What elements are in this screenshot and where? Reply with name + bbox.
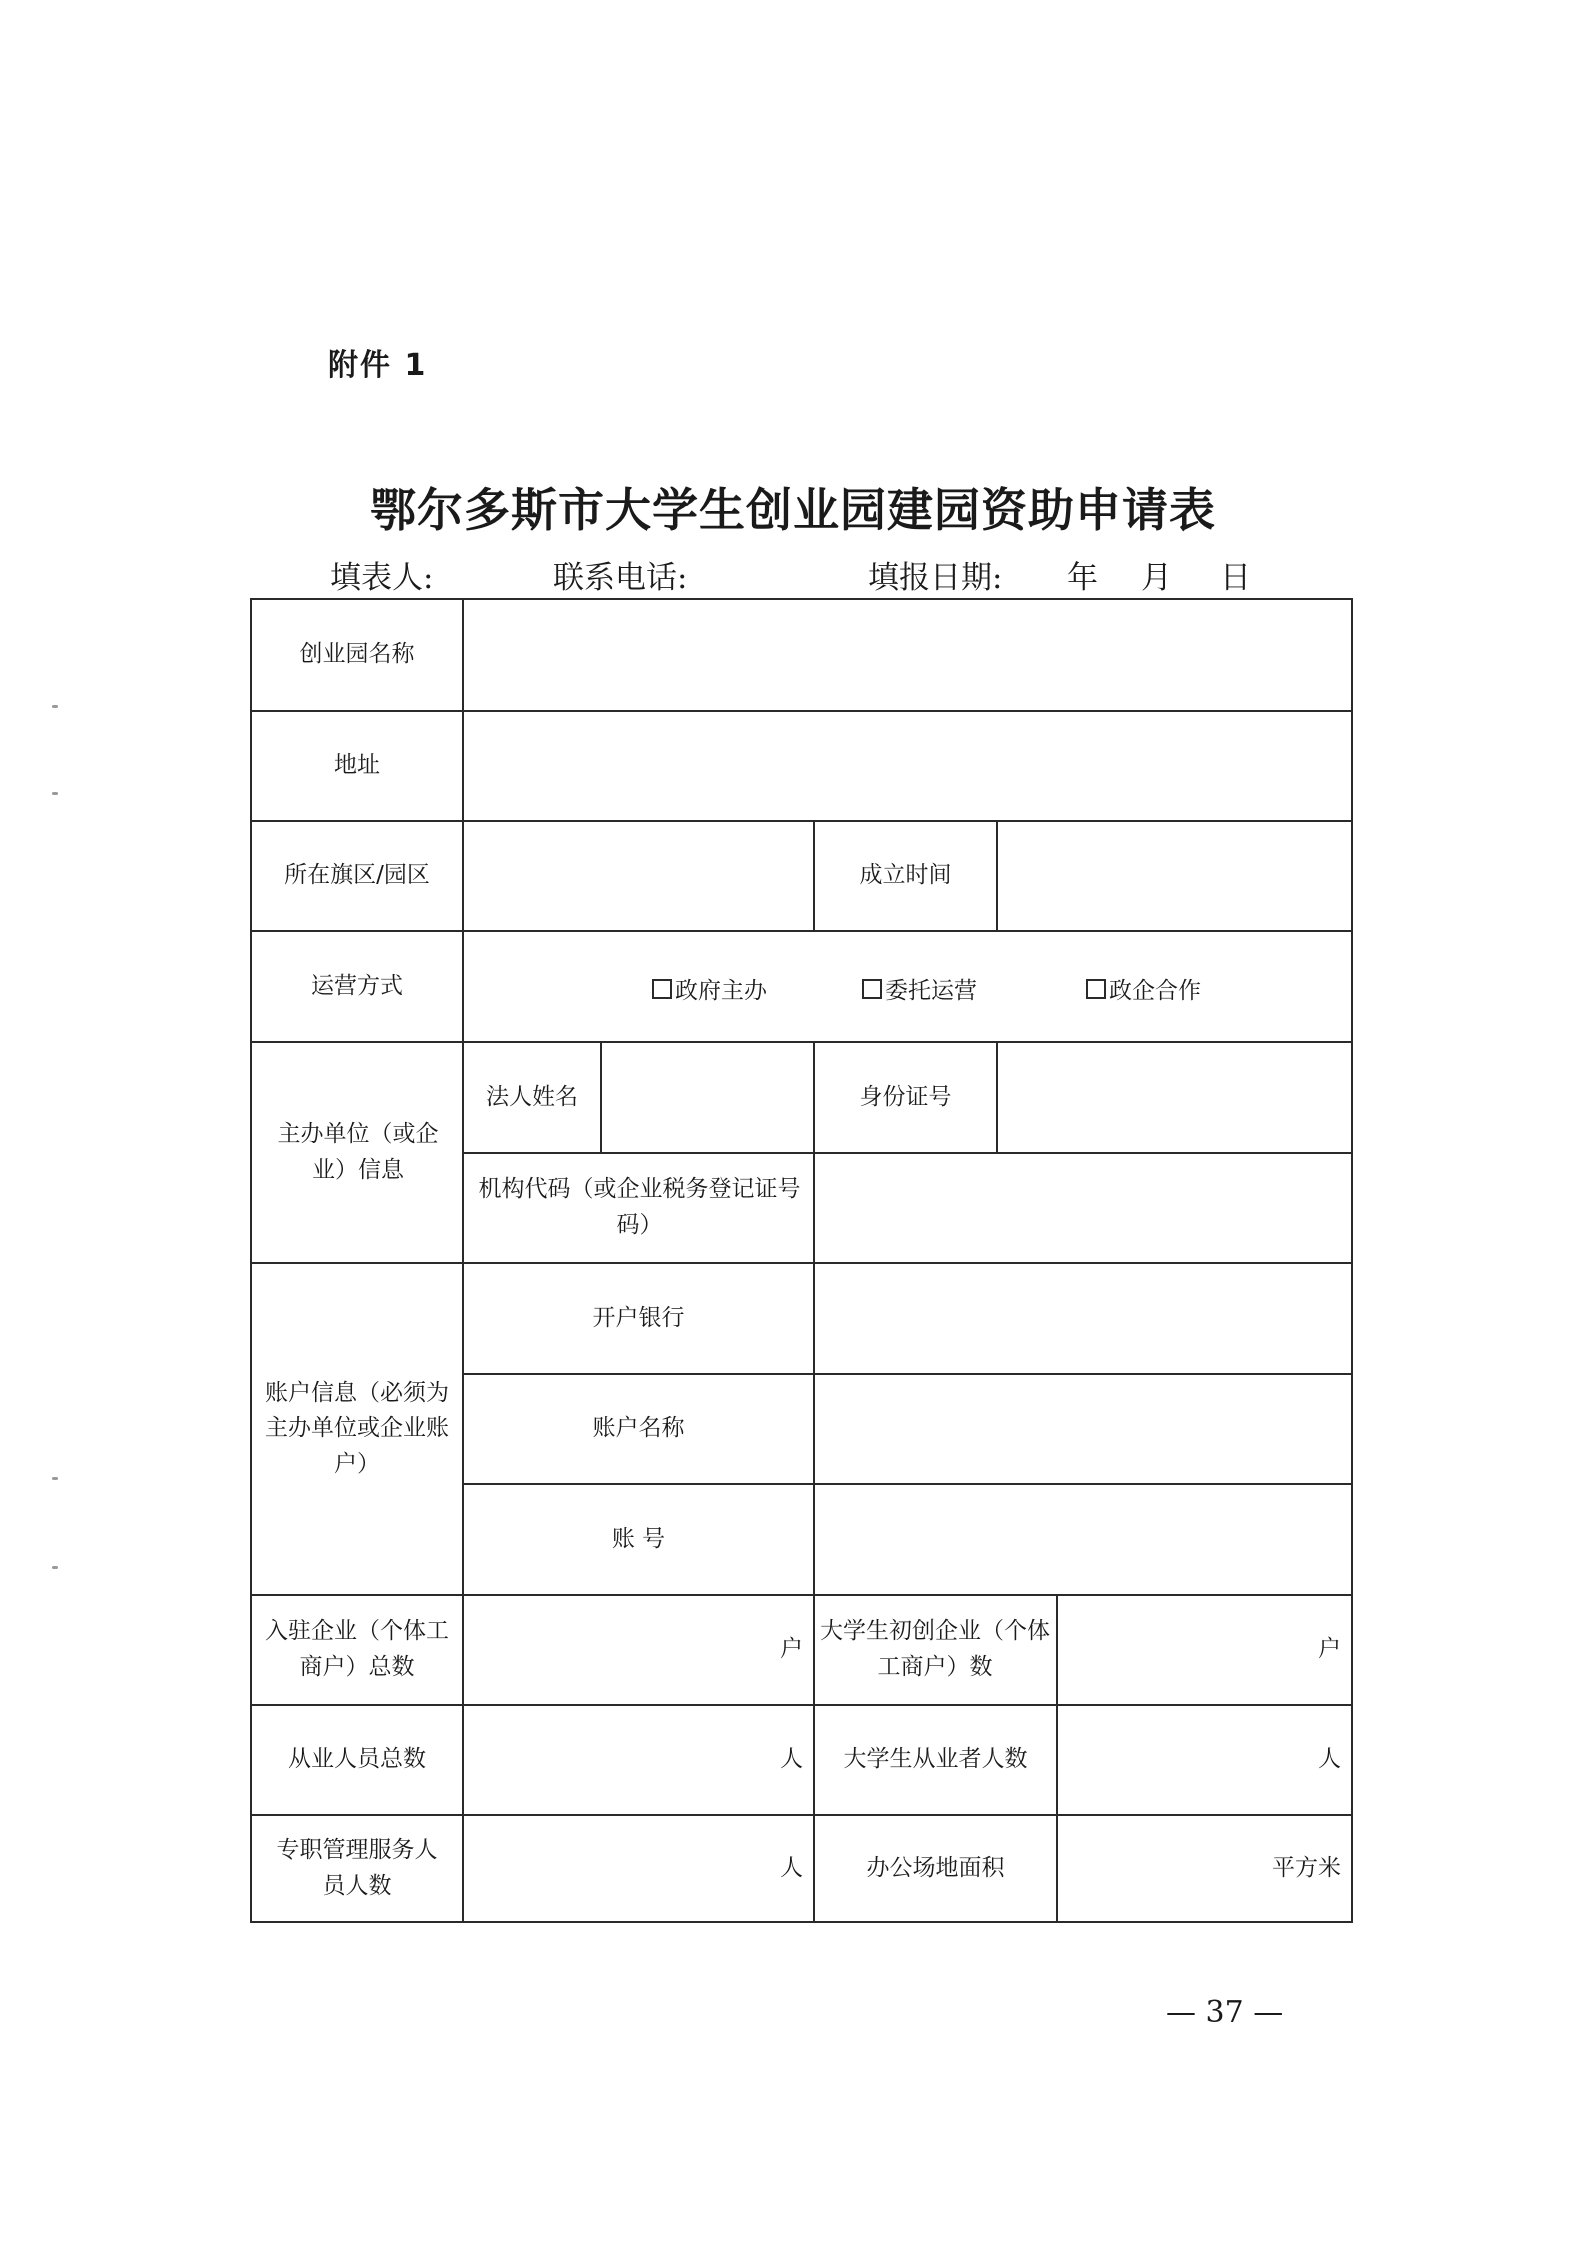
unit-label: 户 [780, 1636, 803, 1663]
scan-mark [52, 705, 58, 708]
address-label: 地址 [334, 752, 380, 779]
option-entrusted[interactable] [862, 972, 977, 1005]
scan-mark [52, 1566, 58, 1569]
bank-field[interactable] [815, 1264, 1351, 1373]
office-area-field[interactable] [1058, 1816, 1351, 1921]
org-code-label: 机构代码（或企业税务登记证号码） [478, 1176, 801, 1238]
resident-total-label: 入驻企业（个体工商户）总数 [265, 1618, 449, 1680]
unit-label: 人 [1318, 1746, 1341, 1773]
option-government-run[interactable] [652, 972, 767, 1005]
office-area-label: 办公场地面积 [866, 1854, 1005, 1881]
checkbox-icon [1086, 979, 1106, 999]
account-number-field[interactable] [815, 1485, 1351, 1594]
resident-total-field[interactable] [464, 1596, 813, 1704]
account-number-label: 账 号 [611, 1525, 666, 1552]
grad-startups-field[interactable] [1058, 1596, 1351, 1704]
filler-label: 填表人: [330, 560, 434, 596]
unit-label: 人 [780, 1854, 803, 1881]
legal-rep-field[interactable] [602, 1043, 813, 1152]
bank-label: 开户银行 [592, 1304, 685, 1331]
id-number-field[interactable] [998, 1043, 1351, 1152]
unit-label: 平方米 [1272, 1854, 1341, 1881]
table-border-right [1351, 598, 1353, 1923]
legal-rep-label: 法人姓名 [486, 1083, 578, 1110]
park-name-label: 创业园名称 [299, 641, 415, 668]
attachment-label: 附件 1 [328, 348, 428, 383]
date-label: 填报日期: [868, 560, 1003, 596]
option-government-enterprise[interactable] [1086, 972, 1201, 1005]
grad-employees-label: 大学生从业者人数 [843, 1746, 1028, 1773]
district-field[interactable] [464, 822, 813, 930]
date-day-label: 日 [1220, 560, 1251, 596]
founded-label: 成立时间 [859, 862, 952, 889]
checkbox-icon [862, 979, 882, 999]
park-name-field[interactable] [464, 600, 1351, 710]
checkbox-icon [652, 979, 672, 999]
table-border-bottom [250, 1921, 1353, 1923]
scan-mark [52, 1477, 58, 1480]
mgmt-staff-field[interactable] [464, 1816, 813, 1921]
district-label: 所在旗区/园区 [284, 862, 430, 889]
founded-field[interactable] [998, 822, 1351, 930]
phone-label: 联系电话: [553, 560, 688, 596]
grad-employees-field[interactable] [1058, 1706, 1351, 1814]
employees-total-field[interactable] [464, 1706, 813, 1814]
date-month-label: 月 [1141, 560, 1172, 596]
option-label: 委托运营 [885, 978, 977, 1004]
page-title: 鄂尔多斯市大学生创业园建园资助申请表 [370, 483, 1216, 537]
employees-total-label: 从业人员总数 [288, 1746, 426, 1773]
unit-label: 户 [1318, 1636, 1341, 1663]
id-number-label: 身份证号 [859, 1083, 952, 1110]
option-label: 政府主办 [675, 978, 767, 1004]
option-label: 政企合作 [1109, 978, 1201, 1004]
mgmt-staff-label: 专职管理服务人员人数 [276, 1836, 438, 1899]
unit-label: 人 [780, 1746, 803, 1773]
sponsor-info-label: 主办单位（或企业）信息 [277, 1120, 439, 1183]
address-field[interactable] [464, 712, 1351, 820]
date-year-label: 年 [1067, 560, 1098, 596]
operation-label: 运营方式 [311, 972, 403, 999]
grad-startups-label: 大学生初创企业（个体工商户）数 [820, 1618, 1050, 1680]
account-name-field[interactable] [815, 1375, 1351, 1483]
application-form-table [250, 598, 1353, 1923]
account-info-label: 账户信息（必须为主办单位或企业账户） [265, 1379, 449, 1477]
page-number: — 37 — [1166, 1995, 1284, 2030]
account-name-label: 账户名称 [592, 1415, 685, 1442]
org-code-field[interactable] [815, 1154, 1351, 1262]
scan-mark [52, 792, 58, 795]
